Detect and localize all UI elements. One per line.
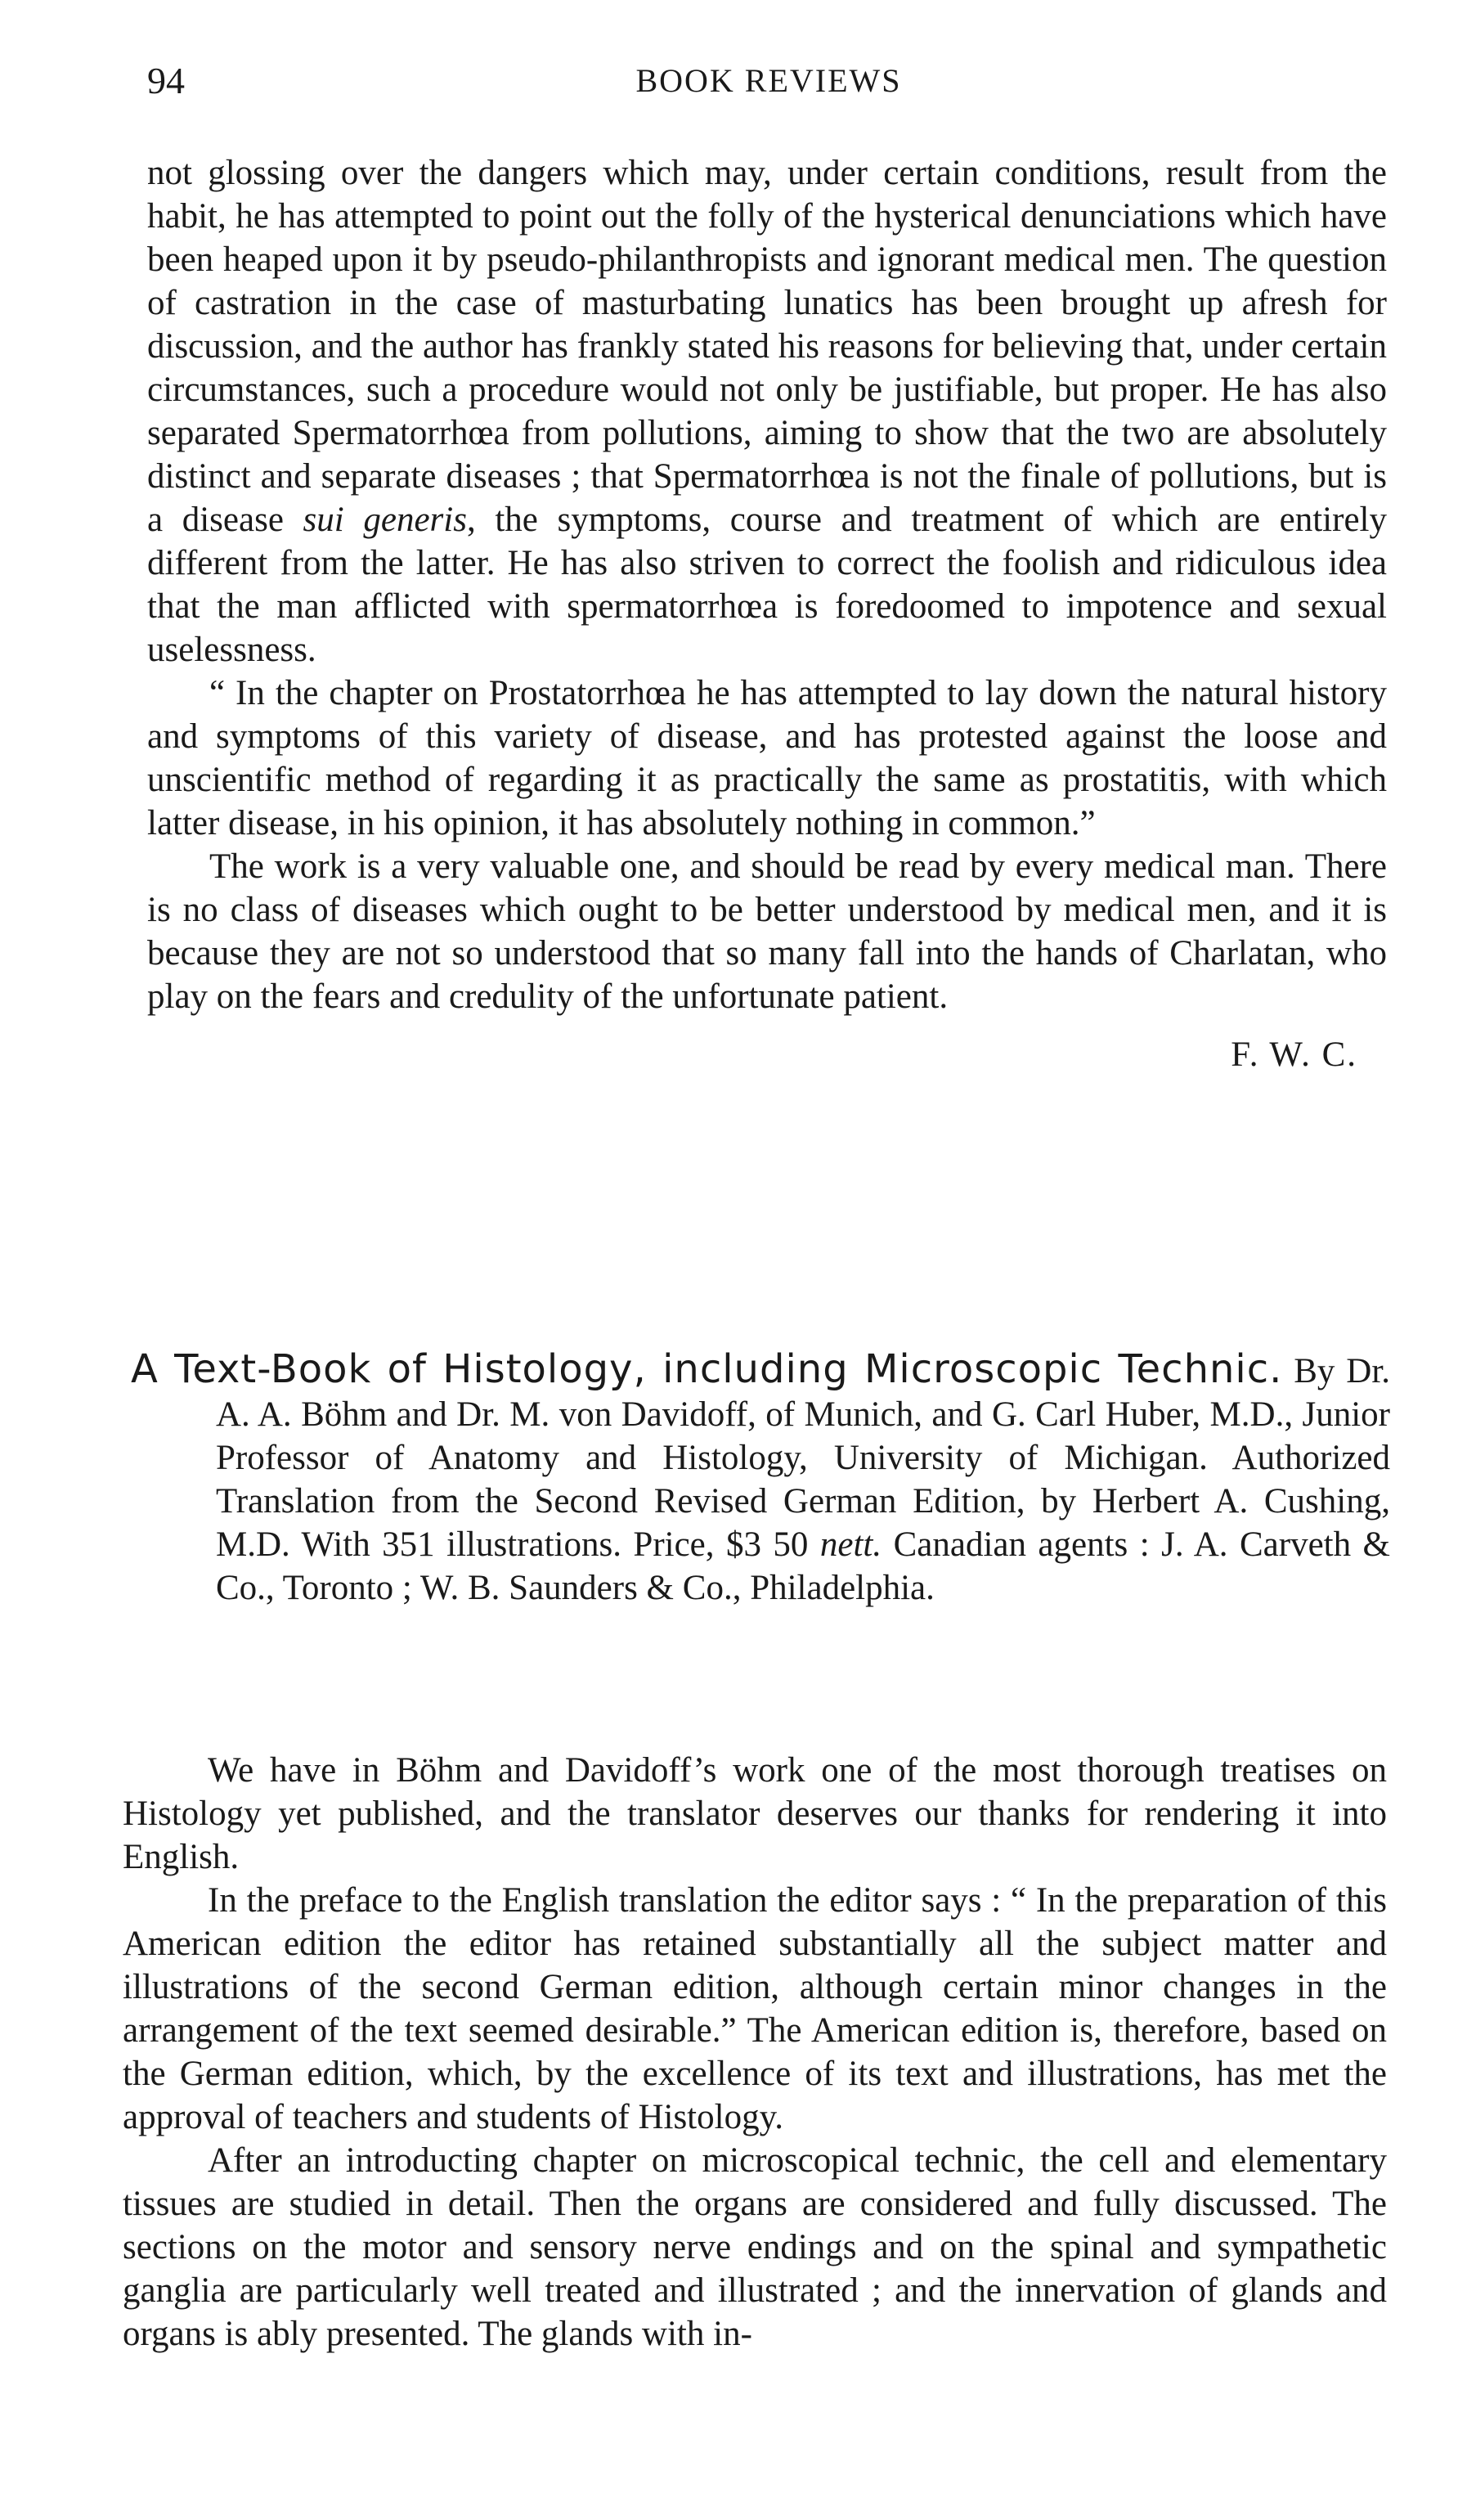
page-number: 94 — [147, 60, 185, 101]
first-review-paragraph-1 — [147, 151, 1387, 672]
second-review-paragraph-3: After an introducting chapter on microscopical technic, the cell and elementary tissues are studied in detail. Then the organs are considered and fully discussed. The sections on the motor and sensory nerve endings and on the spinal and sympathetic ganglia are particularly well treated and illustrated ; and the innervation of glands and organs is ably presented. The glands with in- — [123, 2141, 1387, 2353]
second-review-paragraph-1: We have in Böhm and Davidoff’s work one of the most thorough treatises on Histology yet published, and the translator deserves our thanks for rendering it into English. — [123, 1751, 1387, 1876]
book-details: By Dr. A. A. Böhm and Dr. M. von Davidoff, of Munich, and G. Carl Huber, M.D., Junior Professor of Anatomy and Histology, University of Michigan. Authorized Translation from the Second Revised German Edition, by Herbert A. Cushing, M.D. With 351 illustrations. Price, $3 50 — [216, 1352, 1391, 1564]
first-review-paragraph-2-text: “ In the chapter on Prostatorrhœa he has attempted to lay down the natural history and symptoms of this variety of disease, and has protested against the loose and unscientific method of regarding it as practically the same as prostatitis, with which latter disease, in his opinion, it has absolutely nothing in common.” — [147, 674, 1387, 842]
first-review-paragraph-1-italic-term: sui generis — [303, 501, 467, 539]
second-review-paragraph-2: In the preface to the English translation the editor says : “ In the preparation of this American edition the editor has retained substantially all the subject matter and illustrations of the second German edition, although certain minor changes in the arrangement of the text seemed desirable.” The American edition is, therefore, based on the German edition, which, by the excellence of its text and illustrations, has met the approval of teachers and students of Histology. — [123, 1881, 1387, 2136]
first-review-continuation — [147, 151, 1387, 1076]
running-head: BOOK REVIEWS — [635, 62, 902, 99]
page-header — [147, 52, 1390, 110]
reviewer-signature: F. W. C. — [1231, 1035, 1357, 1074]
first-review-paragraph-1-text-2: , the symptoms, course and treatment of which are entirely different from the latter. He has also striven to correct the foolish and ridiculous idea that the man afflicted with spermatorrhœa is foredoomed to impotence and sexual uselessness. — [147, 501, 1387, 669]
book-title: A Text-Book of Histology, including Microscopic Technic. — [131, 1346, 1283, 1392]
first-review-paragraph-3-text: The work is a very valuable one, and should be read by every medical man. There is no class of diseases which ought to be better understood by medical men, and it is because they are not so understood that so many fall into the hands of Charlatan, who play on the fears and credulity of the unfortunate patient. — [147, 847, 1387, 1016]
first-review-paragraph-1-text-1: not glossing over the dangers which may, under certain conditions, result from the habit, he has attempted to point out the folly of the hysterical denunciations which have been heaped upon it by pseudo-philanthropists and ignorant medical men. The question of castration in the case of masturbating lunatics has been brought up afresh for discussion, and the author has frankly stated his reasons for believing that, under certain circumstances, such a procedure would not only be justifiable, but proper. He has also separated Spermatorrhœa from pollutions, aiming to show that the two are absolutely distinct and separate diseases ; that Spermatorrhœa is not the finale of pollutions, but is a disease — [147, 154, 1387, 539]
first-review-paragraph-2 — [147, 672, 1387, 845]
first-review-paragraph-3 — [147, 845, 1387, 1018]
book-price-note: nett. — [819, 1525, 882, 1564]
second-review-heading — [131, 1348, 1390, 1610]
second-review-body — [123, 1749, 1387, 2356]
book-agents: Canadian agents : J. A. Carveth & Co., Toronto ; W. B. Saunders & Co., Philadelphia. — [216, 1525, 1391, 1607]
